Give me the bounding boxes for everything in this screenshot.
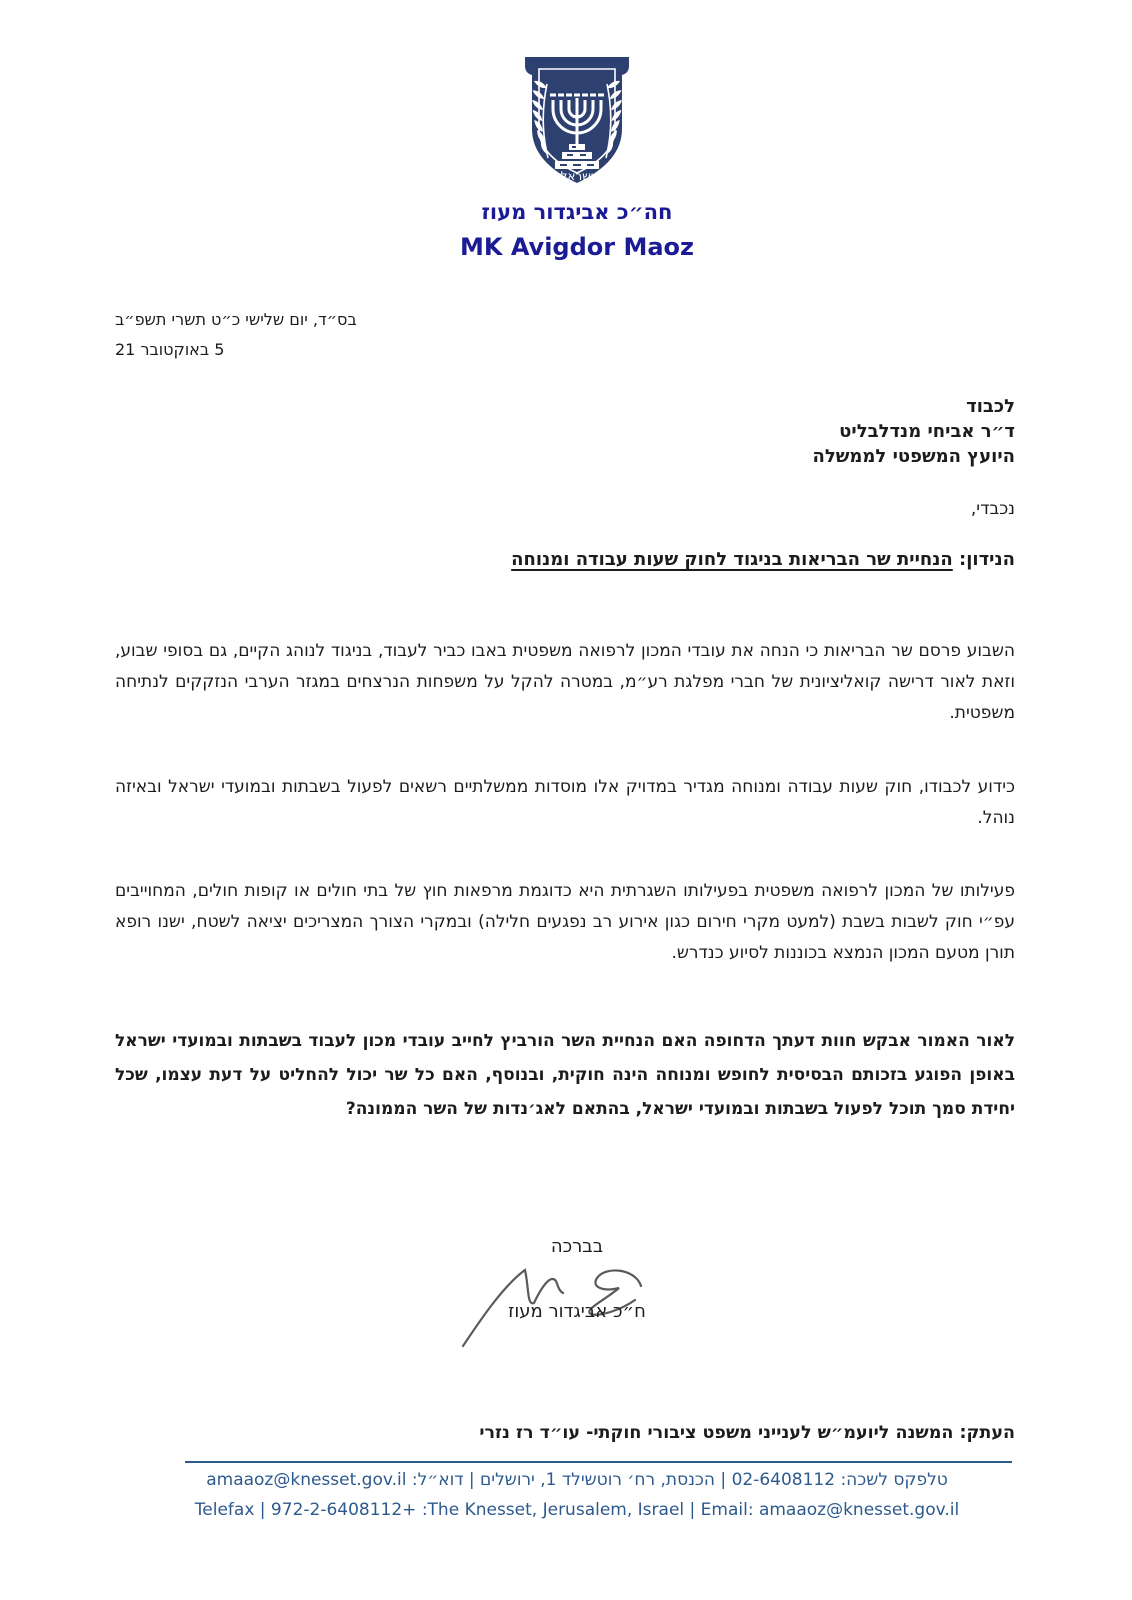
footer-contact-hebrew: טלפקס לשכה: 02-6408112 | הכנסת, רח׳ רוטשילד 1, ירושלים | דוא״ל: amaaoz@knesset.gov.il [206, 1470, 948, 1490]
mk-title-hebrew: חה״כ אביגדור מעוז [481, 200, 673, 224]
recipient-block [812, 394, 1015, 469]
hebrew-date: בס״ד, יום שלישי כ״ט תשרי תשפ״ב [115, 310, 357, 329]
footer-divider [185, 1461, 1012, 1463]
israel-emblem-icon [514, 54, 640, 196]
gregorian-date: 5 באוקטובר 21 [115, 340, 225, 359]
date-block [115, 305, 357, 365]
subject-text: הנחיית שר הבריאות בניגוד לחוק שעות עבודה ומנוחה [511, 549, 953, 570]
paragraph-2: כידוע לכבודו, חוק שעות עבודה ומנוחה מגדיר במדויק אלו מוסדות ממשלתיים רשאים לפעול בשבתות ובמועדי ישראל ובאיזה נוהל. [115, 777, 1015, 828]
mk-title-english: MK Avigdor Maoz [460, 233, 694, 261]
handwritten-signature [445, 1248, 695, 1348]
cc-line: העתק: המשנה ליועמ״ש לענייני משפט ציבורי חוקתי- עו״ד רז נזרי [479, 1423, 1015, 1443]
subject-line [115, 549, 1015, 570]
recipient-honorific: לכבוד [966, 396, 1015, 417]
recipient-name: ד״ר אביחי מנדלבליט [839, 421, 1015, 442]
closing-word: בברכה [550, 1236, 604, 1257]
paragraph-3: פעילותו של המכון לרפואה משפטית בפעילותו השגרתית היא כדוגמת מרפאות חוץ של בתי חולים או קופות חולים, המחוייבים עפ״י חוק לשבות בשבת (למעט מקרי חירום כגון אירוע רב נפגעים חלילה) ובמקרי הצורך המצריכים יציאה לשטח, ישנו רופא תורן מטעם המכון הנמצא בכוננות לסיוע כנדרש. [115, 881, 1015, 963]
emblem-country-label: ישראל [560, 169, 594, 183]
subject-label: הנידון: [952, 549, 1015, 570]
footer-contact-english: Telefax | 972-2-6408112+ :The Knesset, Jerusalem, Israel | Email: amaaoz@knesset.gov.il [194, 1500, 960, 1520]
signer-name: ח״כ אביגדור מעוז [508, 1301, 646, 1322]
paragraph-1: השבוע פרסם שר הבריאות כי הנחה את עובדי המכון לרפואה משפטית באבו כביר לעבוד, בניגוד לנוהג הקיים, גם בסופי שבוע, וזאת לאור דרישה קואליציונית של חברי מפלגת רע״מ, במטרה להקל על משפחות הנרצחים במגזר הערבי הנזקקים לנתיחה משפטית. [115, 641, 1015, 723]
salutation: נכבדי, [970, 499, 1015, 519]
recipient-role: היועץ המשפטי לממשלה [812, 446, 1015, 467]
paragraph-4-request: לאור האמור אבקש חוות דעתך הדחופה האם הנחיית השר הורביץ לחייב עובדי מכון לעבוד בשבתות ובמועדי ישראל באופן הפוגע בזכותם הבסיסית לחופש ומנוחה הינה חוקית, ובנוסף, האם כל שר יכול להחליט על דעת עצמו, שכל יחידת סמך תוכל לפעול בשבתות ובמועדי ישראל, בהתאם לאג׳נדות של השר הממונה? [115, 1031, 1015, 1119]
emblem-container [22, 54, 1132, 200]
